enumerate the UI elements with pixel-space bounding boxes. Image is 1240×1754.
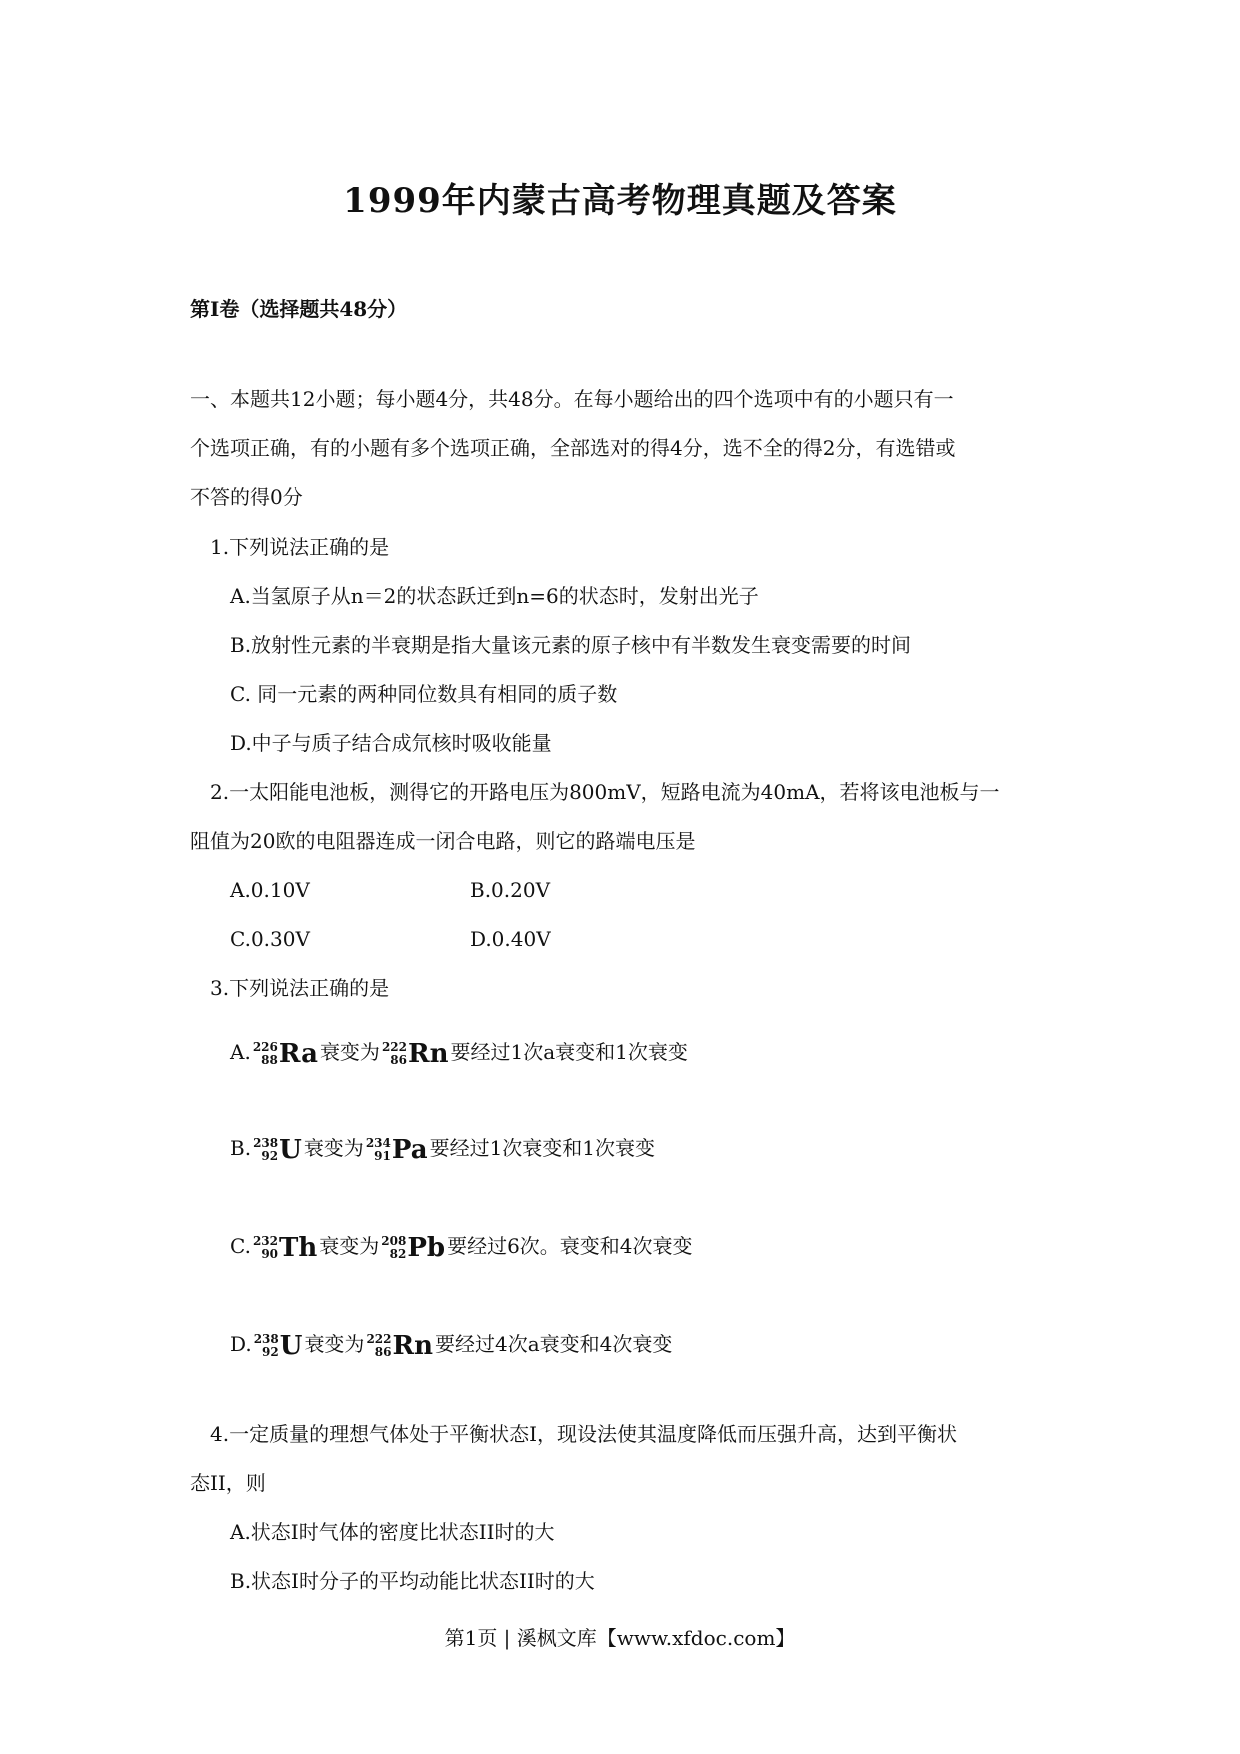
atomic-number: 92 — [261, 1148, 279, 1163]
element-symbol: Rn — [392, 1330, 434, 1361]
option-text: B.0.20V — [470, 878, 551, 902]
option-text: D.0.40V — [470, 927, 551, 951]
option-text: B.状态I时分子的平均动能比状态II时的大 — [230, 1569, 595, 1593]
element-symbol: Ra — [278, 1038, 318, 1069]
atomic-number: 86 — [390, 1052, 407, 1067]
nuclide — [253, 1039, 318, 1069]
question-stem: 3.下列说法正确的是 — [210, 976, 390, 1000]
atomic-number: 90 — [261, 1246, 279, 1261]
section-title: 第I卷（选择题共48分） — [190, 297, 408, 321]
option-label: A. — [230, 1040, 251, 1064]
nuclide — [382, 1039, 449, 1069]
nuclide — [253, 1135, 302, 1165]
atomic-number: 88 — [261, 1052, 278, 1067]
decay-description: 要经过1次衰变和1次衰变 — [429, 1136, 656, 1160]
decay-connector: 衰变为 — [319, 1040, 380, 1064]
option-text: D.中子与质子结合成氘核时吸收能量 — [230, 731, 552, 755]
element-symbol: Pa — [391, 1134, 428, 1165]
mass-number: 238 — [253, 1135, 279, 1150]
atomic-number: 86 — [374, 1344, 392, 1359]
question-stem: 1.下列说法正确的是 — [210, 535, 390, 559]
decay-description: 要经过6次。衰变和4次衰变 — [447, 1234, 693, 1258]
nuclide — [366, 1331, 433, 1361]
question-stem: 态II，则 — [190, 1471, 266, 1495]
element-symbol: Pb — [407, 1232, 446, 1263]
question-stem: 4.一定质量的理想气体处于平衡状态I，现设法使其温度降低而压强升高，达到平衡状 — [210, 1422, 957, 1446]
option-label: B. — [230, 1136, 252, 1160]
decay-option — [230, 1330, 672, 1361]
nuclide — [253, 1233, 317, 1263]
nuclide — [366, 1135, 428, 1165]
mass-number: 208 — [381, 1233, 407, 1248]
decay-option — [230, 1038, 688, 1069]
option-label: D. — [230, 1332, 252, 1356]
mass-number: 234 — [365, 1135, 391, 1150]
decay-connector: 衰变为 — [303, 1136, 364, 1160]
question-stem: 2.一太阳能电池板，测得它的开路电压为800mV，短路电流为40mA，若将该电池板与一 — [210, 780, 1000, 804]
decay-connector: 衰变为 — [304, 1332, 365, 1356]
option-text: A.状态I时气体的密度比状态II时的大 — [230, 1520, 555, 1544]
atomic-number: 91 — [374, 1148, 391, 1163]
option-text: B.放射性元素的半衰期是指大量该元素的原子核中有半数发生衰变需要的时间 — [230, 633, 912, 657]
decay-option — [230, 1232, 693, 1263]
option-text: C.0.30V — [230, 927, 310, 951]
atomic-number: 82 — [389, 1246, 407, 1261]
option-text: C. 同一元素的两种同位数具有相同的质子数 — [230, 682, 618, 706]
intro-line: 个选项正确，有的小题有多个选项正确，全部选对的得4分，选不全的得2分，有选错或 — [190, 436, 956, 460]
decay-description: 要经过4次a衰变和4次衰变 — [435, 1332, 673, 1356]
intro-line: 不答的得0分 — [190, 485, 303, 509]
element-symbol: Rn — [408, 1038, 449, 1069]
question-stem: 阻值为20欧的电阻器连成一闭合电路，则它的路端电压是 — [190, 829, 696, 853]
decay-connector: 衰变为 — [319, 1234, 380, 1258]
element-symbol: U — [279, 1134, 302, 1165]
mass-number: 238 — [253, 1331, 279, 1346]
option-label: C. — [230, 1234, 251, 1258]
option-text: A.当氢原子从n＝2的状态跃迁到n=6的状态时，发射出光子 — [230, 584, 759, 608]
mass-number: 222 — [381, 1039, 407, 1054]
page-title: 1999年内蒙古高考物理真题及答案 — [343, 181, 897, 221]
decay-description: 要经过1次a衰变和1次衰变 — [450, 1040, 688, 1064]
mass-number: 232 — [252, 1233, 279, 1248]
mass-number: 222 — [366, 1331, 392, 1346]
decay-option — [230, 1134, 655, 1165]
atomic-number: 92 — [262, 1344, 279, 1359]
element-symbol: U — [279, 1330, 303, 1361]
option-text: A.0.10V — [230, 878, 310, 902]
nuclide — [254, 1331, 303, 1361]
nuclide — [381, 1233, 445, 1263]
intro-line: 一、本题共12小题；每小题4分，共48分。在每小题给出的四个选项中有的小题只有一 — [190, 387, 954, 411]
mass-number: 226 — [252, 1039, 278, 1054]
page-footer: 第1页 | 溪枫文库【www.xfdoc.com】 — [444, 1626, 796, 1650]
element-symbol: Th — [279, 1232, 318, 1263]
